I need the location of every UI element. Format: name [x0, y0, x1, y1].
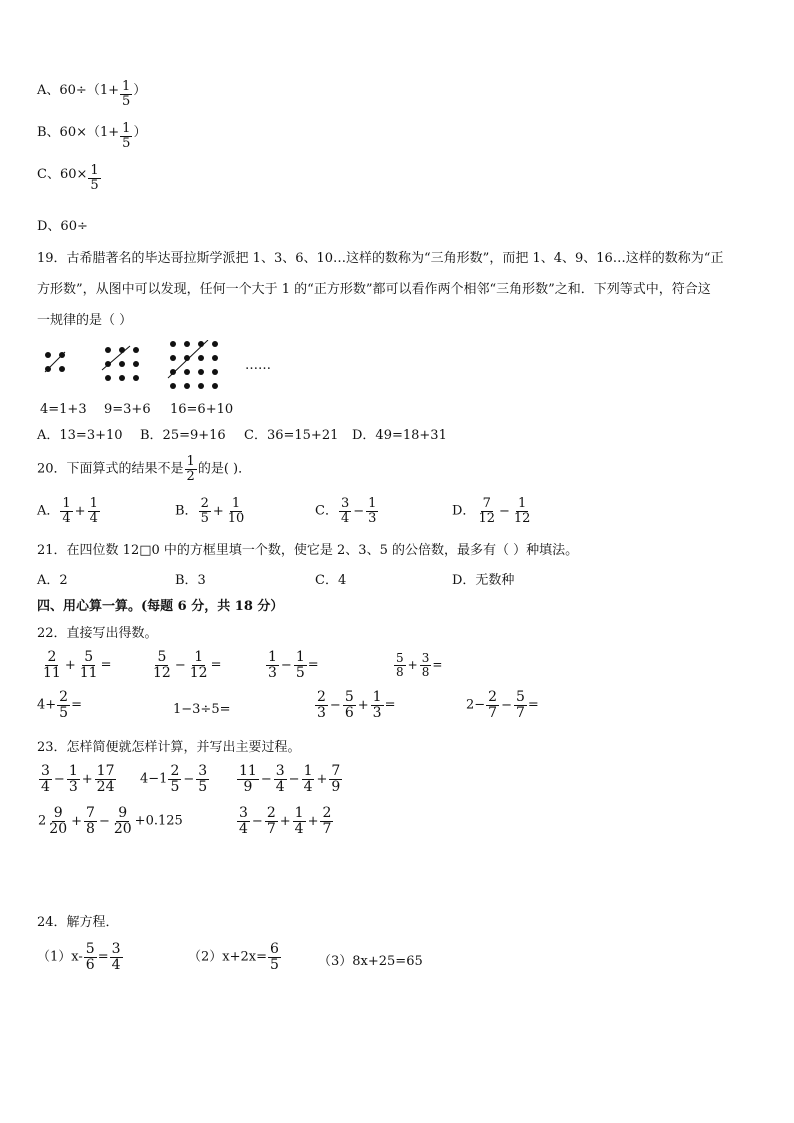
q19-stem-line1: 19．古希腊著名的毕达哥拉斯学派把 1、3、6、10…这样的数称为“三角形数”，而把 1、4、9、16…这样的数称为“正: [37, 251, 724, 266]
fraction: $\frac{3}{5}$: [198, 763, 208, 795]
ellipsis: ……: [245, 358, 271, 373]
q23-expr-3: $\frac{11}{9}$ − $\frac{3}{4}$ − $\frac{1}{4}$ + $\frac{7}{9}$: [239, 763, 341, 795]
fraction: $\frac{1}{4}$: [89, 496, 98, 526]
fraction: $\frac{11}{9}$: [239, 763, 257, 795]
fraction: $\frac{2}{7}$: [488, 689, 498, 721]
q23-expr-1: $\frac{3}{4}$ − $\frac{1}{3}$ + $\frac{17}{24}$: [41, 763, 115, 795]
fraction: $\frac{1}{10}$: [227, 496, 245, 526]
q18-option-b: B、60×（1+ $\frac{1}{5}$ ）: [37, 121, 147, 151]
q24-stem: 24．解方程．: [37, 915, 119, 930]
fraction: $\frac{3}{4}$: [41, 763, 50, 795]
fraction: $\frac{1}{3}$: [268, 649, 277, 681]
q22-expr-4: $\frac{5}{8}$ + $\frac{3}{8}$ =: [396, 651, 443, 679]
fraction: $\frac{5}{6}$: [85, 941, 95, 973]
q24-equation-3: （3）8x+25=65: [318, 954, 423, 969]
q22-expr-3: $\frac{1}{3}$ − $\frac{1}{5}$ =: [268, 649, 319, 681]
caption-16: 16=6+10: [170, 402, 234, 417]
fraction: $\frac{2}{5}$: [59, 689, 69, 721]
q22-expr-5: 4+ $\frac{2}{5}$ =: [37, 689, 82, 721]
fraction: $\frac{2}{3}$: [317, 689, 326, 721]
q20-stem: 20．下面算式的结果不是 $\frac{1}{2}$ 的是( )．: [37, 454, 252, 484]
fraction: $\frac{1}{12}$: [189, 649, 208, 681]
q22-expr-7: $\frac{2}{3}$ − $\frac{5}{6}$ + $\frac{1}{3}$ =: [317, 689, 396, 721]
fraction: $\frac{5}{8}$: [396, 651, 404, 679]
q22-expr-8: 2− $\frac{2}{7}$ − $\frac{5}{7}$ =: [466, 689, 539, 721]
q23-expr-5: $\frac{3}{4}$ − $\frac{2}{7}$ + $\frac{1}{4}$ + $\frac{2}{7}$: [239, 805, 332, 837]
q23-expr-4: 2 $\frac{9}{20}$ + $\frac{7}{8}$ − $\frac{9}{20}$ +0.125: [38, 805, 183, 837]
fraction: $\frac{1}{3}$: [368, 496, 377, 526]
fraction: $\frac{2}{5}$: [200, 496, 209, 526]
q21-stem: 21．在四位数 12□0 中的方框里填一个数，使它是 2、3、5 的公倍数，最多有（ ）种填法。: [37, 543, 579, 558]
fraction: $\frac{1}{5}$: [90, 163, 99, 193]
fraction: $\frac{1}{5}$: [295, 649, 305, 681]
fraction: $\frac{1}{4}$: [62, 496, 71, 526]
dots-4x4: [168, 340, 218, 389]
q19-option-c: C．36=15+21: [244, 428, 339, 443]
q21-option-b: B．3: [175, 573, 206, 588]
fraction: $\frac{7}{9}$: [331, 763, 341, 795]
fraction: $\frac{2}{11}$: [43, 649, 61, 681]
fraction: $\frac{17}{24}$: [96, 763, 115, 795]
q20-option-b: B． $\frac{2}{5}$ + $\frac{1}{10}$: [175, 496, 245, 526]
q21-option-d: D．无数种: [452, 573, 515, 588]
fraction: $\frac{1}{12}$: [513, 496, 531, 526]
q21-option-a: A．2: [37, 573, 68, 588]
q23-expr-2: 4−1 $\frac{2}{5}$ − $\frac{3}{5}$: [140, 763, 208, 795]
square-number-dot-figure: [40, 340, 280, 392]
fraction: $\frac{3}{8}$: [421, 651, 430, 679]
q22-expr-2: $\frac{5}{12}$ − $\frac{1}{12}$ =: [153, 649, 222, 681]
q24-equation-1: （1）x- $\frac{5}{6}$ = $\frac{3}{4}$: [37, 941, 121, 973]
dots-3x3: [102, 346, 139, 381]
fraction: $\frac{7}{8}$: [86, 805, 95, 837]
fraction: $\frac{5}{6}$: [344, 689, 354, 721]
q20-option-c: C． $\frac{3}{4}$ − $\frac{1}{3}$: [315, 496, 377, 526]
q24-equation-2: （2）x+2x= $\frac{6}{5}$: [188, 941, 279, 973]
q22-stem: 22．直接写出得数。: [37, 626, 158, 641]
fraction: $\frac{6}{5}$: [270, 941, 279, 973]
q19-option-b: B．25=9+16: [140, 428, 226, 443]
q22-expr-6: 1−3÷5=: [173, 702, 231, 717]
q18-option-d: D、60÷: [37, 219, 88, 234]
fraction: $\frac{3}{4}$: [340, 496, 350, 526]
fraction: $\frac{5}{11}$: [79, 649, 98, 681]
fraction: $\frac{3}{4}$: [239, 805, 248, 837]
q19-stem-line3: 一规律的是（ ）: [37, 313, 133, 328]
fraction: $\frac{2}{7}$: [322, 805, 332, 837]
section-heading: 四、用心算一算。(每题 6 分，共 18 分）: [37, 599, 284, 614]
fraction: $\frac{1}{5}$: [122, 121, 131, 151]
fraction: $\frac{1}{3}$: [68, 763, 78, 795]
fraction: $\frac{5}{7}$: [516, 689, 525, 721]
q19-option-a: A．13=3+10: [37, 428, 123, 443]
q23-stem: 23．怎样简便就怎样计算，并写出主要过程。: [37, 740, 301, 755]
q22-expr-1: $\frac{2}{11}$ + $\frac{5}{11}$ =: [43, 649, 112, 681]
fraction: $\frac{9}{20}$: [49, 805, 68, 837]
fraction: $\frac{9}{20}$: [113, 805, 132, 837]
q18-option-a: A、60÷（1+ $\frac{1}{5}$ ）: [37, 79, 147, 109]
fraction: $\frac{1}{4}$: [303, 763, 313, 795]
fraction: $\frac{1}{5}$: [122, 79, 131, 109]
caption-9: 9=3+6: [104, 402, 151, 417]
fraction: $\frac{5}{12}$: [153, 649, 171, 681]
q18-option-c: C、60× $\frac{1}{5}$: [37, 163, 99, 193]
q21-option-c: C．4: [315, 573, 347, 588]
fraction: $\frac{1}{3}$: [372, 689, 382, 721]
q19-option-d: D．49=18+31: [352, 428, 447, 443]
fraction: $\frac{7}{12}$: [478, 496, 495, 526]
fraction: $\frac{2}{5}$: [170, 763, 180, 795]
q19-stem-line2: 方形数”，从图中可以发现，任何一个大于 1 的“正方形数”都可以看作两个相邻“三角形数”之和．下列等式中，符合这: [37, 282, 711, 297]
fraction: $\frac{1}{2}$: [186, 454, 195, 484]
fraction: $\frac{2}{7}$: [266, 805, 276, 837]
fraction: $\frac{3}{4}$: [275, 763, 285, 795]
dots-2x2: [45, 352, 65, 372]
fraction: $\frac{1}{4}$: [294, 805, 304, 837]
q20-option-a: A． $\frac{1}{4}$ + $\frac{1}{4}$: [37, 496, 98, 526]
q20-option-d: D． $\frac{7}{12}$ − $\frac{1}{12}$: [452, 496, 531, 526]
caption-4: 4=1+3: [40, 402, 87, 417]
fraction: $\frac{3}{4}$: [111, 941, 121, 973]
